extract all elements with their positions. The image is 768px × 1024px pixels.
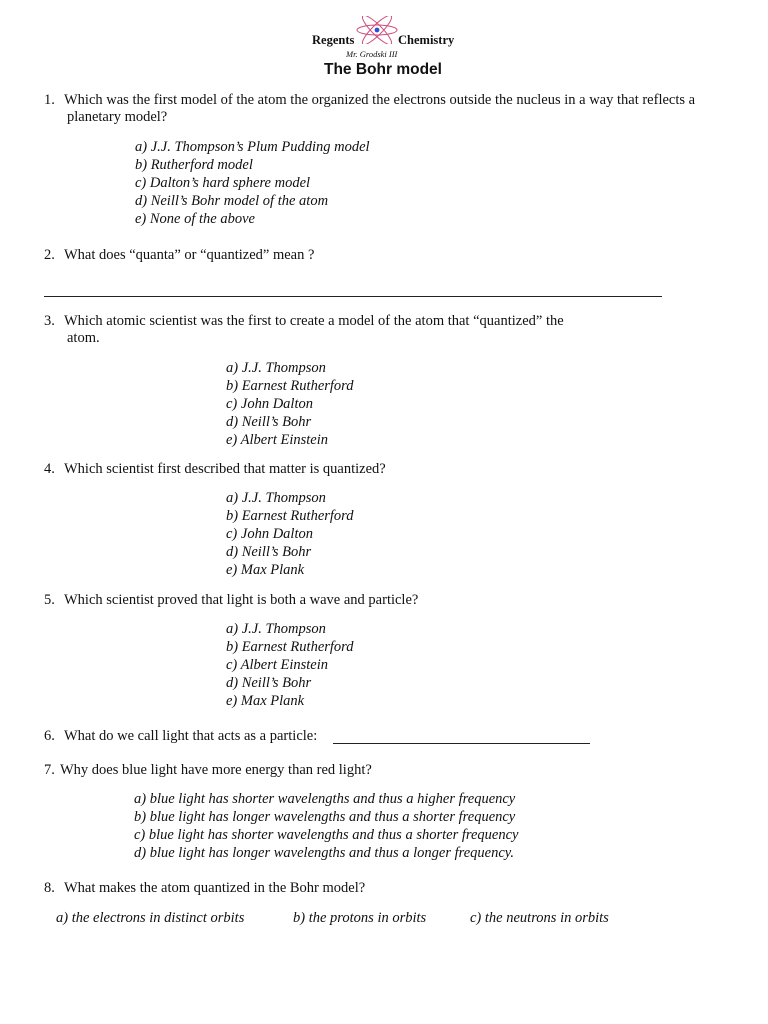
option-e[interactable]: e) Max Plank: [226, 562, 305, 578]
option-a[interactable]: a) the electrons in distinct orbits: [56, 910, 245, 926]
option-c[interactable]: c) blue light has shorter wavelengths and thus a shorter frequency: [134, 827, 519, 843]
page-title: The Bohr model: [324, 61, 442, 78]
option-e[interactable]: e) Albert Einstein: [226, 432, 329, 448]
question-text: What does “quanta” or “quantized” mean ?: [64, 247, 315, 263]
option-list: [226, 489, 354, 579]
question-text: Why does blue light have more energy than red light?: [60, 762, 372, 778]
option-c[interactable]: c) Dalton’s hard sphere model: [135, 175, 311, 191]
question-text: What do we call light that acts as a particle:: [64, 728, 318, 744]
option-c[interactable]: c) Albert Einstein: [226, 657, 329, 673]
option-list: [226, 620, 354, 710]
question-number: 7.: [44, 762, 55, 778]
option-c[interactable]: c) John Dalton: [226, 396, 313, 412]
option-a[interactable]: a) J.J. Thompson’s Plum Pudding model: [135, 139, 370, 155]
option-e[interactable]: e) None of the above: [135, 211, 255, 227]
option-d[interactable]: d) Neill’s Bohr: [226, 675, 312, 691]
question-text-continued: atom.: [67, 330, 100, 346]
atom-icon: [355, 16, 399, 44]
option-b[interactable]: b) the protons in orbits: [293, 910, 427, 926]
option-list: [135, 138, 370, 228]
option-list: [134, 790, 518, 862]
option-d[interactable]: d) Neill’s Bohr: [226, 414, 312, 430]
question-text: Which atomic scientist was the first to create a model of the atom that “quantized” the: [64, 313, 564, 329]
option-c[interactable]: c) the neutrons in orbits: [470, 910, 609, 926]
question-number: 1.: [44, 92, 55, 108]
option-b[interactable]: b) blue light has longer wavelengths and thus a shorter frequency: [134, 809, 516, 825]
teacher-name: Mr. Grodski III: [346, 49, 398, 59]
question-text: Which was the first model of the atom the organized the electrons outside the nucleus in a way that reflects a: [64, 92, 696, 108]
question-number: 6.: [44, 728, 55, 744]
option-d[interactable]: d) blue light has longer wavelengths and thus a longer frequency.: [134, 845, 515, 861]
option-c[interactable]: c) John Dalton: [226, 526, 313, 542]
option-b[interactable]: b) Earnest Rutherford: [226, 378, 354, 394]
option-b[interactable]: b) Earnest Rutherford: [226, 639, 354, 655]
question-number: 2.: [44, 247, 55, 263]
header-chemistry: Chemistry: [398, 33, 455, 47]
question-number: 5.: [44, 592, 55, 608]
question-number: 8.: [44, 880, 55, 896]
option-d[interactable]: d) Neill’s Bohr model of the atom: [135, 193, 329, 209]
option-a[interactable]: a) blue light has shorter wavelengths and thus a higher frequency: [134, 791, 516, 807]
option-e[interactable]: e) Max Plank: [226, 693, 305, 709]
question-number: 4.: [44, 461, 55, 477]
option-a[interactable]: a) J.J. Thompson: [226, 360, 326, 376]
option-list: [226, 359, 354, 449]
answer-line[interactable]: [44, 296, 662, 297]
option-b[interactable]: b) Rutherford model: [135, 157, 253, 173]
option-a[interactable]: a) J.J. Thompson: [226, 621, 326, 637]
option-b[interactable]: b) Earnest Rutherford: [226, 508, 354, 524]
option-d[interactable]: d) Neill’s Bohr: [226, 544, 312, 560]
question-text: What makes the atom quantized in the Bohr model?: [64, 880, 366, 896]
header-regents: Regents: [312, 33, 355, 47]
question-number: 3.: [44, 313, 55, 329]
question-text-continued: planetary model?: [67, 109, 168, 125]
option-a[interactable]: a) J.J. Thompson: [226, 490, 326, 506]
question-text: Which scientist proved that light is both a wave and particle?: [64, 592, 419, 608]
answer-line[interactable]: [333, 743, 590, 744]
question-text: Which scientist first described that matter is quantized?: [64, 461, 386, 477]
